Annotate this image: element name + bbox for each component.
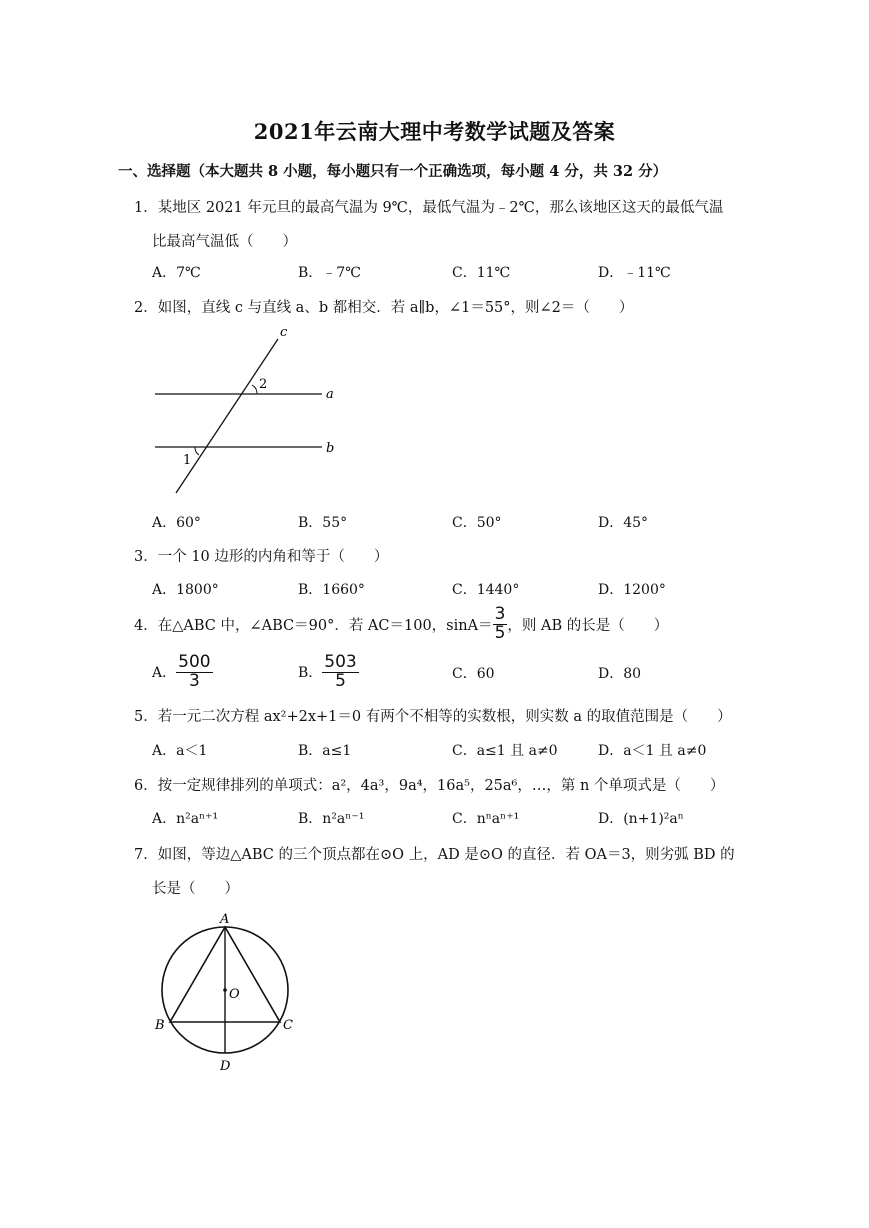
option-a-numerator: 500 bbox=[178, 652, 211, 672]
angle-1-arc bbox=[195, 447, 199, 455]
fraction-numerator: 3 bbox=[494, 604, 506, 624]
question-2-option-b: B．55° bbox=[298, 515, 348, 531]
question-1-line-2: 比最高气温低（ ） bbox=[152, 234, 297, 250]
line-c bbox=[176, 339, 278, 493]
label-o: O bbox=[229, 987, 240, 1002]
label-angle-2: 2 bbox=[259, 377, 268, 392]
question-5-text: 5．若一元二次方程 ax²+2x+1＝0 有两个不相等的实数根，则实数 a 的取值范围是（ ） bbox=[134, 709, 732, 725]
option-b-numerator: 503 bbox=[324, 652, 357, 672]
section-heading: 一、选择题（本大题共 8 小题，每小题只有一个正确选项，每小题 4 分，共 32 分） bbox=[118, 163, 668, 180]
question-2-option-d: D．45° bbox=[598, 515, 649, 531]
question-4-option-a bbox=[152, 654, 213, 691]
question-1-line-1: 1．某地区 2021 年元旦的最高气温为 9℃，最低气温为﹣2℃，那么该地区这天的最低气温 bbox=[134, 200, 724, 216]
question-4-text bbox=[134, 606, 668, 643]
question-5-option-b: B．a≤1 bbox=[298, 743, 352, 759]
center-point bbox=[223, 988, 227, 992]
question-5-option-a: A．a＜1 bbox=[152, 743, 208, 759]
question-2-option-c: C．50° bbox=[452, 515, 502, 531]
question-4-suffix: ，则 AB 的长是（ ） bbox=[507, 617, 669, 634]
question-3-option-d: D．1200° bbox=[598, 582, 666, 598]
question-6-text: 6．按一定规律排列的单项式：a²，4a³，9a⁴，16a⁵，25a⁶，…，第 n 个单项式是（ ） bbox=[134, 778, 725, 794]
label-b: b bbox=[326, 441, 335, 456]
question-4-option-b bbox=[298, 654, 359, 691]
label-c: c bbox=[280, 325, 288, 340]
option-a-denominator: 3 bbox=[188, 670, 200, 691]
label-a: a bbox=[326, 387, 334, 402]
option-a-fraction bbox=[176, 654, 212, 691]
question-6-option-a: A．n²aⁿ⁺¹ bbox=[152, 811, 219, 827]
question-6-option-c: C．nⁿaⁿ⁺¹ bbox=[452, 811, 520, 827]
fraction-denominator: 5 bbox=[494, 622, 506, 643]
page-title: 2021年云南大理中考数学试题及答案 bbox=[253, 119, 616, 144]
question-4-prefix: 4．在△ABC 中，∠ABC＝90°．若 AC＝100，sinA＝ bbox=[134, 617, 493, 634]
label-d: D bbox=[220, 1059, 231, 1074]
parallel-lines-figure bbox=[150, 325, 350, 500]
label-angle-1: 1 bbox=[183, 453, 192, 468]
question-1-option-a: A．7℃ bbox=[152, 265, 201, 281]
question-3-option-a: A．1800° bbox=[152, 582, 219, 598]
question-1-option-c: C．11℃ bbox=[452, 265, 511, 281]
label-a: A bbox=[220, 912, 230, 927]
question-2-text: 2．如图，直线 c 与直线 a、b 都相交．若 a∥b，∠1＝55°，则∠2＝（ ） bbox=[134, 300, 634, 316]
question-1-option-d: D．﹣11℃ bbox=[598, 265, 671, 281]
question-6-option-b: B．n²aⁿ⁻¹ bbox=[298, 811, 365, 827]
option-b-fraction bbox=[322, 654, 358, 691]
question-4-option-d: D．80 bbox=[598, 666, 642, 682]
question-1-option-b: B．﹣7℃ bbox=[298, 265, 361, 281]
question-7-line-2: 长是（ ） bbox=[152, 881, 239, 897]
angle-2-arc bbox=[252, 385, 257, 394]
option-b-denominator: 5 bbox=[335, 670, 346, 691]
question-4-option-c: C．60 bbox=[452, 666, 495, 682]
question-5-option-c: C．a≤1 且 a≠0 bbox=[452, 743, 558, 759]
option-a-label: A． bbox=[152, 665, 177, 682]
label-c: C bbox=[283, 1018, 293, 1033]
question-3-text: 3．一个 10 边形的内角和等于（ ） bbox=[134, 549, 389, 565]
question-5-option-d: D．a＜1 且 a≠0 bbox=[598, 743, 707, 759]
question-6-option-d: D．(n+1)²aⁿ bbox=[598, 811, 684, 827]
sin-a-fraction bbox=[493, 606, 508, 643]
circle-triangle-figure bbox=[150, 908, 300, 1076]
option-b-label: B． bbox=[298, 665, 323, 682]
question-7-line-1: 7．如图，等边△ABC 的三个顶点都在⊙O 上，AD 是⊙O 的直径．若 OA＝3，则劣弧 BD 的 bbox=[134, 847, 735, 863]
label-b: B bbox=[155, 1018, 165, 1033]
question-3-option-c: C．1440° bbox=[452, 582, 520, 598]
question-3-option-b: B．1660° bbox=[298, 582, 365, 598]
question-2-option-a: A．60° bbox=[152, 515, 201, 531]
